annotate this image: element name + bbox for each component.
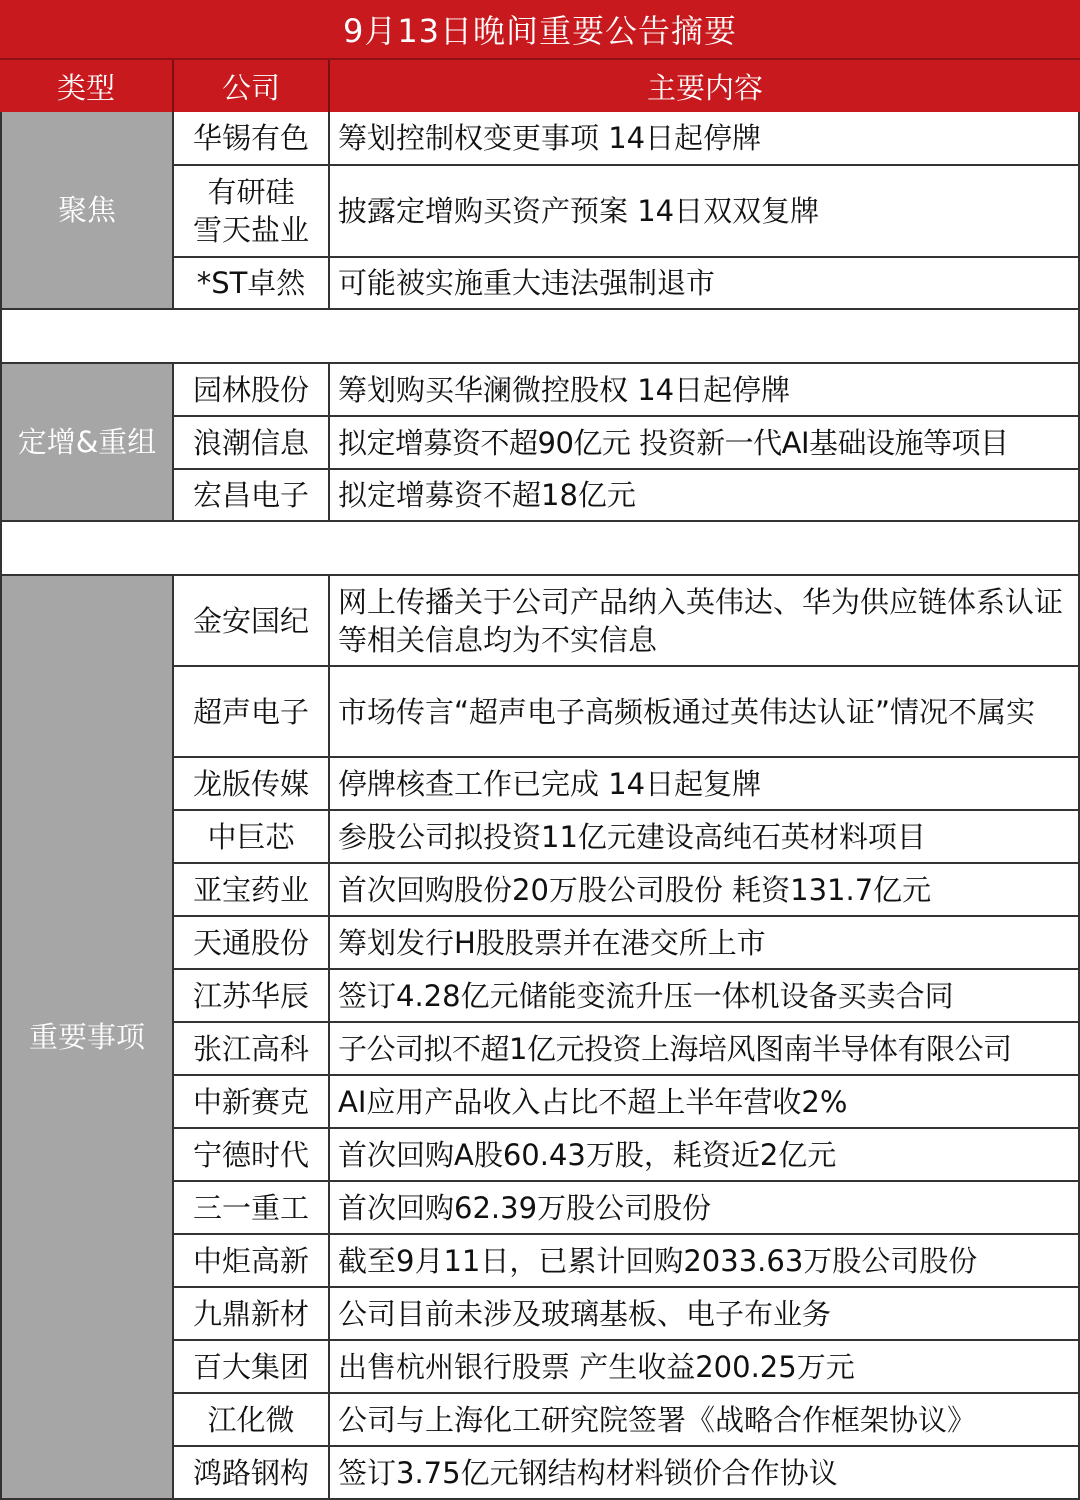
column-header-company: 公司 — [174, 60, 330, 112]
content-cell: 签订3.75亿元钢结构材料锁价合作协议 — [330, 1447, 1080, 1500]
content-cell: 拟定增募资不超18亿元 — [330, 470, 1080, 522]
company-cell: 天通股份 — [174, 917, 330, 970]
company-cell: 华锡有色 — [174, 112, 330, 166]
company-cell: 亚宝药业 — [174, 864, 330, 917]
company-cell: 园林股份 — [174, 364, 330, 417]
content-cell: 参股公司拟投资11亿元建设高纯石英材料项目 — [330, 811, 1080, 864]
company-cell: 中巨芯 — [174, 811, 330, 864]
content-cell: 公司与上海化工研究院签署《战略合作框架协议》 — [330, 1394, 1080, 1447]
company-cell: 江化微 — [174, 1394, 330, 1447]
content-cell: 拟定增募资不超90亿元 投资新一代AI基础设施等项目 — [330, 417, 1080, 470]
content-cell: 出售杭州银行股票 产生收益200.25万元 — [330, 1341, 1080, 1394]
company-cell: 中炬高新 — [174, 1235, 330, 1288]
company-cell: 浪潮信息 — [174, 417, 330, 470]
category-cell: 重要事项 — [0, 576, 174, 1500]
company-cell: 金安国纪 — [174, 576, 330, 667]
content-cell: 签订4.28亿元储能变流升压一体机设备买卖合同 — [330, 970, 1080, 1023]
company-cell: 三一重工 — [174, 1182, 330, 1235]
company-cell: 宁德时代 — [174, 1129, 330, 1182]
column-header-content: 主要内容 — [330, 60, 1080, 112]
category-cell: 聚焦 — [0, 112, 174, 310]
content-cell: 截至9月11日，已累计回购2033.63万股公司股份 — [330, 1235, 1080, 1288]
content-cell: 首次回购A股60.43万股，耗资近2亿元 — [330, 1129, 1080, 1182]
section-spacer — [0, 310, 1080, 364]
content-cell: 筹划购买华澜微控股权 14日起停牌 — [330, 364, 1080, 417]
company-cell: 江苏华辰 — [174, 970, 330, 1023]
content-cell: 筹划发行H股股票并在港交所上市 — [330, 917, 1080, 970]
company-cell: 鸿路钢构 — [174, 1447, 330, 1500]
company-cell: 张江高科 — [174, 1023, 330, 1076]
content-cell: 子公司拟不超1亿元投资上海培风图南半导体有限公司 — [330, 1023, 1080, 1076]
column-header-type: 类型 — [0, 60, 174, 112]
content-cell: 披露定增购买资产预案 14日双双复牌 — [330, 166, 1080, 258]
page-title: 9月13日晚间重要公告摘要 — [0, 0, 1080, 60]
content-cell: 筹划控制权变更事项 14日起停牌 — [330, 112, 1080, 166]
company-cell: 超声电子 — [174, 667, 330, 758]
section-spacer — [0, 522, 1080, 576]
company-cell: 中新赛克 — [174, 1076, 330, 1129]
company-cell: 有研硅 雪天盐业 — [174, 166, 330, 258]
company-cell: 九鼎新材 — [174, 1288, 330, 1341]
content-cell: AI应用产品收入占比不超上半年营收2% — [330, 1076, 1080, 1129]
content-cell: 首次回购62.39万股公司股份 — [330, 1182, 1080, 1235]
company-cell: 百大集团 — [174, 1341, 330, 1394]
content-cell: 市场传言“超声电子高频板通过英伟达认证”情况不属实 — [330, 667, 1080, 758]
company-cell: 龙版传媒 — [174, 758, 330, 811]
category-cell: 定增&重组 — [0, 364, 174, 522]
content-cell: 停牌核查工作已完成 14日起复牌 — [330, 758, 1080, 811]
content-cell: 公司目前未涉及玻璃基板、电子布业务 — [330, 1288, 1080, 1341]
content-cell: 首次回购股份20万股公司股份 耗资131.7亿元 — [330, 864, 1080, 917]
content-cell: 网上传播关于公司产品纳入英伟达、华为供应链体系认证等相关信息均为不实信息 — [330, 576, 1080, 667]
company-cell: 宏昌电子 — [174, 470, 330, 522]
company-cell: *ST卓然 — [174, 258, 330, 310]
content-cell: 可能被实施重大违法强制退市 — [330, 258, 1080, 310]
